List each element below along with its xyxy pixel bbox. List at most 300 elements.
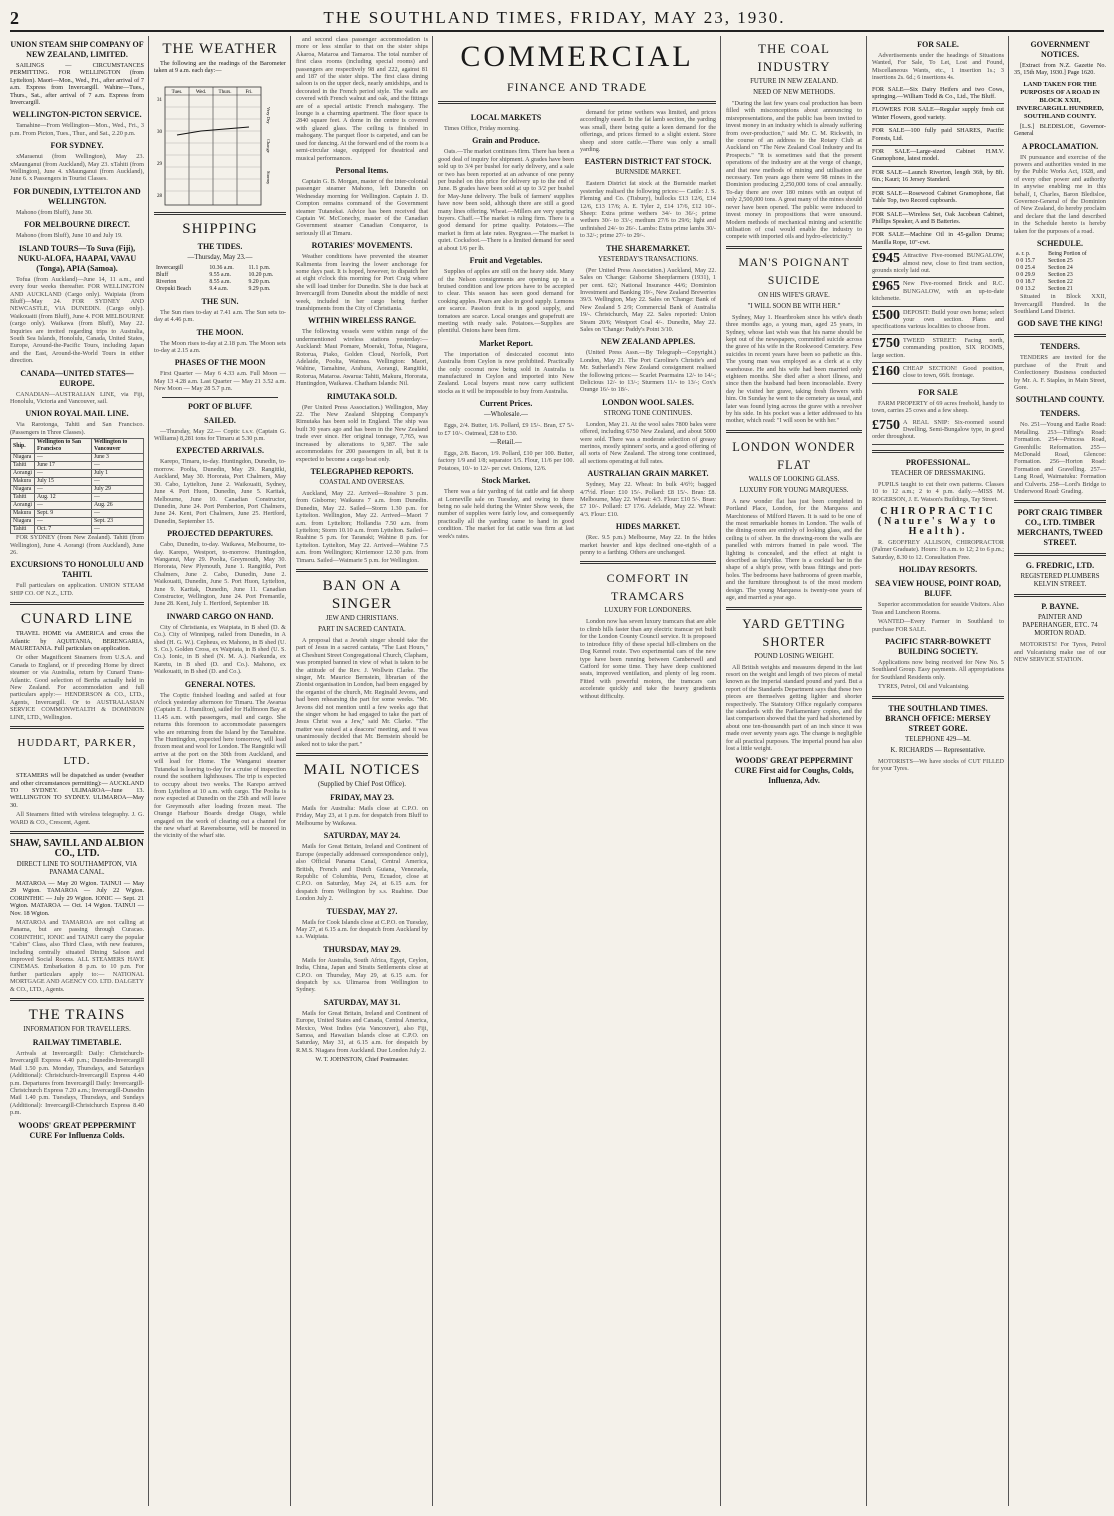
filler-text: First Quarter — May 6 4.33 a.m. Full Moon — May 13 4.28 a.m. Last Quarter — May 21 3.52 a.m. New Moon — May 28 5.7 p.m. xyxy=(154,370,286,393)
finance-heading: FINANCE AND TRADE xyxy=(506,80,648,94)
commercial-heading: COMMERCIAL xyxy=(460,40,694,73)
barometer-side-label: Change xyxy=(266,138,271,153)
tides-heading: THE TIDES. xyxy=(197,241,243,251)
ban-subheading-2: PART IN SACRED CANTATA. xyxy=(318,625,406,633)
sale-ad: FOR SALE—Machine Oil in 45-gallon Drums; Manilla Rope, 10"-cwt. xyxy=(872,229,1004,250)
suicide-quote: "I WILL SOON BE WITH HER." xyxy=(747,302,841,310)
price-ad: £750 A REAL SNIP: Six-roomed sound Dwelling, Semi-Bungalow type, in good order throughout. xyxy=(872,417,1004,445)
table-cell: — xyxy=(35,518,92,526)
huddart-body: STEAMERS will be dispatched as under (weather and other circumstances permitting):— AUCKLAND TO SYDNEY. ULIMAROA—June 13. WELLINGTON TO SYDNEY. ULIMAROA—May 30. xyxy=(10,772,144,809)
barometer-chart xyxy=(154,77,286,207)
filler-text: —Thursday, May 22.— Coptic t.s.v. (Captain G. Williams) 8,281 tons for Timaru at 5.30 p.m. xyxy=(154,427,286,443)
filler-text: Situated in Block XXII, Invercargill Hundred. In the Southland Land District. xyxy=(1014,293,1106,315)
southland-county-heading: SOUTHLAND COUNTY. xyxy=(1015,395,1105,405)
sydney-heading: FOR SYDNEY. xyxy=(50,141,104,151)
filler-text: Oats.—The market continues firm. There has been a good deal of inquiry for shipment. A grades have been sold up to 3/4 per bushel for early delivery, and a sale or two has been reported at an advance of one penny per bushel on this price for delivery up to the end of June. B grades have been sold at up to 3/2 per bushel for May-June delivery. The bulk of farmers' supplies have now been sold, although there are still a good many lines offering. Wheat.—Millers are very sparing buyers. Chaff.—The market is ruling firm. There is a good demand for prime quality. Potatoes.—The market is firm at late rates. Ryegrass.—The market is quiet. Cocksfoot.—There is a limited demand for seed at about 1/6 per lb. xyxy=(438,148,574,252)
tide-cell: 10.20 p.m. xyxy=(248,271,274,278)
filler-text: The Sun rises to-day at 7.41 a.m. The Sun sets to-day at 4.46 p.m. xyxy=(154,308,286,324)
retail-heading: —Retail.— xyxy=(490,439,522,446)
nz-apples-heading: NEW ZEALAND APPLES. xyxy=(600,337,696,347)
price-figure: £500 xyxy=(872,307,900,323)
sailing-table-body xyxy=(11,454,144,534)
column-news xyxy=(296,36,428,1508)
representative: K. RICHARDS — Representative. xyxy=(890,746,986,754)
inward-heading: INWARD CARGO ON HAND. xyxy=(166,611,274,621)
weather-intro: The following are the readings of the Barometer taken at 9 a.m. each day:— xyxy=(154,60,286,75)
expected-heading: EXPECTED ARRIVALS. xyxy=(176,446,264,456)
table-row xyxy=(11,454,144,462)
price-ad: £160 CHEAP SECTION! Good position, close to town, 66ft. frontage. xyxy=(872,363,1004,384)
filler-text: Applications now being received for New No. 5 Southland Group. Easy payments. All appropriations for Southland Residents only. xyxy=(872,658,1004,681)
filler-text: Advertisements under the headings of Situations Wanted, For Sale, To Let, Lost and Found, Miscellaneous Wants, etc., 1 insertion 1s.; 3 insertions 2s. 6d.; 6 insertions 4s. xyxy=(872,52,1004,82)
filler-text: (Per United Press Association.) Auckland, May 22. Sales on 'Change: Gisborne Sheepfarmers (1931), 1 per cent. 62/; National Insurance 44/6; Dominion Investment and Banking 19/-, New Zealand Breweries 39/3. Wellington, May 22. Sales on 'Change: Bank of New Zealand 5 2/9; Commercial Bank of Australia 19/-. Christchurch, May 22. Sales reported: Union Steam 20/6; Westport Coal 4/-. Dunedin, May 22. Sales on 'Change: Paddy's Point 3/10. xyxy=(580,266,716,333)
schedule-cell: a. r. p. xyxy=(1016,251,1031,258)
union-royal-heading: UNION ROYAL MAIL LINE. xyxy=(25,409,129,419)
price-figure: £750 xyxy=(872,335,900,351)
pacific-heading: PACIFIC STARR-BOWKETT BUILDING SOCIETY. xyxy=(885,636,991,656)
coastal-subheading: COASTAL AND OVERSEAS. xyxy=(319,478,405,486)
filler-text: There was a fair yarding of fat cattle and fat sheep at Lorneville sale on Tuesday, and owing to there being no sale held during the Winter Show week, the number of supplies were fairly low, and consequently practically all the yarding came to hand in good condition. The market for fat cattle was firm at last week's rates. xyxy=(438,488,574,540)
island-heading: ISLAND TOURS—To Suva (Fiji), NUKU-ALOFA, HAAPAI, VAVAU (Tonga), APIA (Samoa). xyxy=(17,243,137,273)
table-cell: Makura xyxy=(11,478,35,486)
table-cell: Sept. 9 xyxy=(35,510,92,518)
port-craig: PORT CRAIG TIMBER CO., LTD. TIMBER MERCHANTS, TWEED STREET. xyxy=(1017,508,1103,548)
filler-text: Sydney, May 22. Wheat: In bulk 4/6½; bagged 4/7½d. Flour: £10 15/-. Pollard: £8 15/-. Bran: £8. Melbourne, May 22. Wheat: 4/3. Flour: £10 5/-. Bran: £7 10/-. Pollard: £7 17/6. Adelaide, May 22. Wheat: 4/3. Flour: £10. xyxy=(580,481,716,518)
schedule-table-body xyxy=(1014,251,1106,293)
filler-text: Tamahine—From Wellington—Mon., Wed., Fri., 3 p.m. From Picton, Tues., Thur., and Sat., 2.20 p.m. xyxy=(10,122,144,137)
picton-heading: WELLINGTON-PICTON SERVICE. xyxy=(12,110,142,120)
coal-subheading: FUTURE IN NEW ZEALAND. xyxy=(750,78,838,85)
projected-heading: PROJECTED DEPARTURES. xyxy=(167,529,273,539)
schedule-row xyxy=(1014,265,1106,272)
barometer-side-label: Stormy xyxy=(266,170,271,185)
sun-heading: THE SUN. xyxy=(201,296,239,306)
column-rule xyxy=(1008,36,1009,1506)
schedule-cell: Being Portion of xyxy=(1048,251,1087,258)
column-features xyxy=(726,36,862,1508)
aust-grain-heading: AUSTRALIAN GRAIN MARKET. xyxy=(587,469,709,479)
tyres-ad: TYRES, Petrol, Oil and Vulcanising. xyxy=(878,683,970,691)
table-cell: — xyxy=(35,502,92,510)
sale-ad: FOR SALE—Launch Riverton, length 36ft, by 8ft. 6in.; Kauri; 16 Jersey Standard. xyxy=(872,167,1004,188)
canada-heading: CANADA—UNITED STATES—EUROPE. xyxy=(20,368,134,388)
trains-subheading: INFORMATION FOR TRAVELLERS. xyxy=(23,1026,131,1034)
sale-ad: FOR SALE—Wireless Set, Oak Jacobean Cabinet, Phillips Speaker, A and B Batteries. xyxy=(872,209,1004,230)
schedule-cell: Section 21 xyxy=(1048,286,1073,293)
schedule-heading: SCHEDULE. xyxy=(1036,239,1083,249)
tide-cell: 9.29 p.m. xyxy=(248,285,271,292)
suicide-heading: MAN'S POIGNANT SUICIDE xyxy=(738,256,850,287)
table-cell: Aug. 12 xyxy=(35,494,92,502)
column-rule xyxy=(432,36,433,1506)
suicide-subheading: ON HIS WIFE'S GRAVE. xyxy=(758,291,830,299)
table-row xyxy=(11,526,144,534)
comfort-heading: COMFORT IN TRAMCARS xyxy=(606,571,690,604)
tides-table-body xyxy=(154,265,286,293)
schedule-cell: Section 25 xyxy=(1048,258,1073,265)
filler-text: A proposal that a Jewish singer should take the part of Jesus in a sacred cantata, "The Last Hours," at Cheshunt Street Congregational Church, Clapham, was prompted banned in view of what is taken to be the attitude of the Rev. J. Wollwin Clarke. The singer, Mr. Maurice Bernstein, librarian of the Zionist organisation in London, had been engaged by the organist of the church, Mr. Reginald Jevons, and had been rehearsing the part for some weeks. "Mr. Jevons did not mention until a few weeks ago that the singer whom he had engaged to take the part of Jesus Christ was a Jew," said Mr. Clarke. "The matter was raised at a deacons' meeting, and it was unanimously decided that Mr. Bernstein should be asked not to take the part." xyxy=(296,636,428,748)
woods-ad: WOODS' GREAT PEPPERMINT CURE For Influenza Colds. xyxy=(18,1120,136,1140)
price-ad: £750 TWEED STREET: Facing north, commanding position, SIX ROOMS, large section. xyxy=(872,335,1004,363)
price-figure: £965 xyxy=(872,279,900,295)
mail-day: THURSDAY, MAY 29. xyxy=(323,944,401,954)
column-commercial xyxy=(438,36,716,1508)
professional-heading: PROFESSIONAL. xyxy=(905,457,971,467)
table-row xyxy=(11,478,144,486)
filler-text: and second class passenger accommodation is more or less similar to that on the sister ships Akaroa, Mataroa and Tamaroa. The total number of first class rooms (including special rooms) and passengers are respectively 98 and 222, against 81 and 187 of the sister ships. The first class dining saloon is on the upper deck, nearly amidships, and is decorated in the French period style. The walls are covered with French walnut and oak, and the fittings are of a special artistic French mahogany. The lounge is a charming apartment. The floor space is 2840 square feet. A dome in the centre is covered with glazed glass. The ceiling is finished in mahogany. The parquet floor is carpeted, and can be used for dancing. At the forward end of the room is a semi-circular stage, equipped for theatrical and musical performances. xyxy=(296,36,428,162)
tide-row xyxy=(154,279,286,286)
column-classifieds xyxy=(872,36,1004,1508)
schedule-row xyxy=(1014,272,1106,279)
filler-text: London, May 21. At the wool sales 7800 bales were offered, including 6750 New Zealand, and about 5000 were sold. There was a moderate selection of greasy merinos, mostly spinners' sorts, and a good offering of all sorts of New Zealand. The strong tone continued, all sections operating at full rates. xyxy=(580,420,716,465)
table-cell: Oct. 7 xyxy=(35,526,92,534)
schedule-cell: Section 23 xyxy=(1048,272,1073,279)
tide-cell: 8.55 a.m. xyxy=(209,278,231,285)
bayne-heading: P. BAYNE. xyxy=(1041,602,1079,612)
table-cell: — xyxy=(91,494,143,502)
personal-heading: Personal Items. xyxy=(335,165,389,175)
shipping-heading: SHIPPING xyxy=(182,220,258,237)
filler-text: IN pursuance and exercise of the powers and authorities vested in me by the Public Works Act, 1928, and of every other power and authority in anywise enabling me in this behalf, I, Charles, Baron Bledisloe, Governor-General of the Dominion of New Zealand, do hereby proclaim and declare that the land described in the Schedule hereto is hereby taken for the purposes of a road. xyxy=(1014,153,1106,235)
mail-subheading: (Supplied by Chief Post Office). xyxy=(317,781,407,789)
telephone: TELEPHONE 429—M. xyxy=(905,735,971,743)
table-row xyxy=(11,470,144,478)
hides-heading: HIDES MARKET. xyxy=(615,522,681,532)
filler-text: Mahono (from Bluff), June 10 and July 19. xyxy=(16,232,123,240)
shaw-ships: MATAROA — May 20 Wgton. TAINUI — May 29 Wgton. TAMAROA — July 22 Wgton. CORINTHIC — July 29 Wgton. IONIC — Sept. 21 Wgton. MATAROA — Oct. 14 Wgton. TAINUI — Nov. 18 Wgton. xyxy=(10,879,144,917)
filler-text: Cabo, Dunedin, to-day. Waikawa, Melbourne, to-day. Karepo, Westport, to-morrow. Huntingdon, Wanganui, May 29. Poolta, Greymouth, May 30. Hororata, New Plymouth, June 1. Rangitiki, Port Chalmers, June 2. Cabo, Dunedin, June 2. Waikouaiti, Dunedin, June 5. Port Huon, Lyttelton, June 9. Karitak, Dunedin, June 11. Canadian Constructor, Wellington, June 24. Port Fremantle, June 28. Kent, July 1. Hertford, September 18. xyxy=(154,541,286,608)
branch-heading: THE SOUTHLAND TIMES. BRANCH OFFICE: MERSEY STREET GORE. xyxy=(885,703,991,733)
barometer-scale: 29 xyxy=(157,161,162,167)
tide-row xyxy=(154,272,286,279)
tides-date: —Thursday, May 23.— xyxy=(187,253,253,261)
weather-day-label: Thurs. xyxy=(218,89,232,95)
tides-table xyxy=(154,265,286,293)
trains-heading: THE TRAINS xyxy=(28,1007,126,1024)
holiday-heading: HOLIDAY RESORTS. xyxy=(898,565,978,575)
sailing-table xyxy=(10,438,144,534)
filler-text: MATAROA and TAMAROA are not calling at Panama, but are passing through Curacao. CORINTHIC, IONIC and TAINUI carry the popular "Cabin" Class, also Third Class, with new features, including centrally situated Dining Saloon and improved Social Rooms. ALL STEAMERS HAVE CINEMAS. Embarkation 8 p.m. to 10 p.m. For further particulars apply to:— NATIONAL MORTGAGE AND AGENCY CO. LTD. DALGETY & CO., LTD., Agents. xyxy=(10,918,144,993)
filler-text: Times Office, Friday morning. xyxy=(444,125,520,132)
tide-cell: 10.36 a.m. xyxy=(209,264,234,271)
filler-text: (Per United Press Association.) Wellington, May 22. The New Zealand Shipping Company's Rimutaka has been sold in England. The ship was built 30 years ago and has been in the New Zealand trade ever since. Her original tonnage, 7,765, was increased by alterations to 9,387. The sale accommodates for 200 passengers in all, but it is expected to become a cargo boat only. xyxy=(296,403,428,463)
column-notices xyxy=(1014,36,1106,1508)
filler-text: Sydney, May 1. Heartbroken since his wife's death three months ago, a young man, aged 25 years, in Sydney, whose last wish was that his name should be kept out of the newspapers, committed suicide across the grave of his wife in the Rookwood Cemetery. Few suicides in recent years have been so pathetic as this. The young man was employed as a clerk at a city warehouse. He and his wife had been married only eighteen months. She died after a short illness, and since then the husband had been inconsolable. Every day he visited her grave, taking fresh flowers with him. On Sunday he went to the cemetery as usual, and later was found lying across the grave with a revolver by his side. In his pocket was a letter addressed to his mother, which read: "I will soon be with her." xyxy=(726,313,862,425)
schedule-cell: 0 0 13.2 xyxy=(1016,286,1035,293)
filler-text: Eggs, 2/4. Butter, 1/6. Pollard, £9 15/-. Bran, £7 5/- to £7 10/-. Oatmeal, £28 to £30. xyxy=(438,422,574,437)
table-header: Ship. xyxy=(11,439,35,454)
column-rule xyxy=(866,36,867,1506)
ban-subheading: JEW AND CHRISTIANS. xyxy=(325,614,399,622)
filler-text: City of Christiania, ex Waipiata, in B shed (D. & Co.). City of Winnipeg, railed from Dunedin, in A shed (H. G. W.). Cepheus, ex Mahono, in B shed (U. S. Co.). Golden Cross, ex Waipiata, in B shed (U. S. Co.). Ionic, in B shed (N. M. A.). Narkunda, ex Karetu, in B shed (D. and Co.). Mahono, ex Waikouaiti, in B shed (D. and Co.). xyxy=(154,623,286,676)
tide-cell: Orepuki Beach xyxy=(156,285,191,292)
table-cell: June 3 xyxy=(91,454,143,462)
commercial-left xyxy=(438,109,574,702)
mail-day: SATURDAY, MAY 31. xyxy=(323,997,401,1007)
telegraph-heading: TELEGRAPHED REPORTS. xyxy=(310,466,414,476)
filler-text: Captain G. B. Morgan, master of the inter-colonial passenger steamer Mahono, left Dunedin on Wednesday morning for Wellington. Captain J. D. Compton remains command of the Government steamer Tutanekai. Advice has been received that Captain W. McConechy, master of the Canadian Government steamer Canadian Conqueror, is seriously ill at Timaru. xyxy=(296,177,428,237)
wonder-heading: LONDON WONDER FLAT xyxy=(732,439,856,472)
huddart-heading: HUDDART, PARKER, LTD. xyxy=(17,737,137,768)
sale-ad: FOR SALE—Six Dairy Heifers and two Cows, springing.—William Todd & Co., Ltd., The Bluff. xyxy=(872,84,1004,105)
column-rule xyxy=(720,36,721,1506)
commercial-columns xyxy=(438,109,716,702)
filler-text: A new wonder flat has just been completed in Portland Place, London, for the Marquess and Marchioness of Milford Haven. It is said to be one of the most remarkable homes in London. The walls of the dining-room are entirely of looking glass, and the ceiling is of silver. In the drawing-room the walls are panelled with mirrors framed in pale wood. The lighting is concealed, and the effect at night is described as fairylike. There is a cocktail bar in the shape of a ship's prow, with brass fittings and port-holes. The bedrooms have bathrooms of green marble, and the furniture throughout is of the most modern design. The young Marquess is twenty-one years of age, and married a year ago. xyxy=(726,497,862,602)
filler-text: demand for prime wethers was limited, and prices accordingly eased. In the fat lamb section, the yarding was small, there being quite a keen demand for the offerings, and prices firmed to a slight extent. Store sheep and store cattle.—There was only a small yarding. xyxy=(580,109,716,154)
price-figure: £160 xyxy=(872,364,900,379)
plumbers: REGISTERED PLUMBERS KELVIN STREET. xyxy=(1020,573,1100,589)
column-rule xyxy=(148,36,149,1506)
woods-ad-2: WOODS' GREAT PEPPERMINT CURE First aid for Coughs, Colds, Influenza, Adv. xyxy=(734,756,854,786)
filler-text: The importation of desiccated coconut into Australia from Ceylon is now prohibited. Practically the only coconut now being sold in Australia is manufactured in Ceylon and imported into New Zealand. Local buyers must now carry sufficient stocks as it will be impossible to buy from Australia. xyxy=(438,350,574,395)
table-cell: Tahiti xyxy=(11,494,35,502)
table-cell: — xyxy=(35,470,92,478)
table-cell: — xyxy=(91,526,143,534)
fruit-heading: Fruit and Vegetables. xyxy=(469,256,543,266)
tide-cell: 9.20 p.m. xyxy=(248,278,271,285)
wanted-ad: WANTED—Every Farmer in Southland to purchase FOR SALE. xyxy=(872,618,1004,633)
schedule-row xyxy=(1014,251,1106,258)
local-markets-heading: LOCAL MARKETS xyxy=(470,113,542,122)
table-cell: — xyxy=(91,478,143,486)
table-cell: Makura xyxy=(11,510,35,518)
stock-market-heading: Stock Market. xyxy=(481,476,531,486)
commercial-right xyxy=(580,109,716,702)
filler-text: Tofua (from Auckland)—June 14, 11 a.m., and every four weeks thereafter. FOR WELLINGTON AND AUCKLAND (Cargo only). Waipiata (from Bluff)—May 24. FOR SYDNEY AND NEWCASTLE, VIA DUNEDIN. (Cargo only). Waikouaiti (from Bluff), June 4. FOR MELBOURNE (cargo only). Waikawa (from Bluff), May 22. Inquiries are invited regarding trips to Australia, South Sea Islands, Honolulu, Canada, United States, Europe, Around-the-Pacific Tours, including Japan and the East, Around-the-World Tours in either direction. xyxy=(10,275,144,365)
schedule-row xyxy=(1014,286,1106,293)
mail-signature: W. T. JOHNSTON, Chief Postmaster. xyxy=(315,1056,409,1064)
filler-text: Weather conditions have prevented the steamer Kalimenta from leaving the lower anchorage for some days past. It is hoped, however, to dispatch her at eight o'clock this morning for Port Craig where she will load timber for Dunedin. She is due back at Invercargill from Dunedin about the middle of next week, included in her cargo being further transhipments from the City of Christiania. xyxy=(296,253,428,312)
shaw-subheading: DIRECT LINE TO SOUTHAMPTON, VIA PANAMA CANAL. xyxy=(16,860,138,876)
table-cell: Tahiti xyxy=(11,462,35,470)
table-cell: July 29 xyxy=(91,486,143,494)
phases-heading: PHASES OF THE MOON xyxy=(174,358,266,368)
table-row xyxy=(11,518,144,526)
filler-text: The following vessels were within range of the undermentioned wireless stations yesterday:— Auckland: Maui Pomare, Moeraki, Tofua, Niagara, Rotorua, Piako, Golden Cloud, Norfolk, Port Adelaide, Poolta, Waimea. Wellington: Maori, Wahine, Tamahine, Arahura, Aorangi, Rangitiki, Rotorua, Mataroa. Awarua: Tahiti, Makura, Hororata, Huntingdon, Waikawa. Chatham Islands: Nil. xyxy=(296,328,428,388)
filler-text: CANADIAN—AUSTRALIAN LINE, via Fiji, Honolulu, Victoria and Vancouver, sail. xyxy=(10,390,144,405)
table-row xyxy=(11,510,144,518)
price-figure: £750 xyxy=(872,417,900,433)
weather-day-label: Tues. xyxy=(171,89,183,95)
filler-text: FOR SYDNEY (from New Zealand). Tahiti (from Wellington), June 4. Aorangi (from Auckland), June 26. xyxy=(10,534,144,556)
coal-subheading-2: NEED OF NEW METHODS. xyxy=(753,89,835,96)
schedule-cell: Section 22 xyxy=(1048,279,1073,286)
govt-heading: GOVERNMENT NOTICES. xyxy=(1030,40,1090,59)
schedule-cell: 0 0 29.9 xyxy=(1016,272,1035,279)
burnside-heading: EASTERN DISTRICT FAT STOCK. xyxy=(584,157,712,167)
filler-text: Via Rarotonga, Tahiti and San Francisco. (Passengers in Three Classes). xyxy=(10,421,144,436)
filler-text: Mails for Great Britain, Ireland and Continent of Europe, United States and Canada, Central America, Mexico, West Indies (via Vancouver), also Fiji, Samoa, and Hawaiian Islands close at C.P.O. on Saturday, May 31, at 6.15 a.m. for despatch by R.M.S. Niagara from Auckland. Due London July 2. xyxy=(296,1009,428,1054)
yard-subheading: POUND LOSING WEIGHT. xyxy=(754,652,834,660)
melbourne-heading: FOR MELBOURNE DIRECT. xyxy=(24,220,130,230)
wool-heading: LONDON WOOL SALES. xyxy=(602,397,694,407)
filler-text: Karepo, Timaru, to-day. Huntingdon, Dunedin, to-morrow. Poolta, Dunedin, May 29. Rangitiki, Auckland, May 30. Hororata, Port Chalmers, May 30. Cabo, Lyttelton, June 2. Waikouaiti, Sydney, June 4. Port Huon, Dunedin, June 5. Karitak, Melbourne, June 10. Canadian Constructor, Dunedin, June 24. Port Pemberton, Port Chalmers, June 24. Kent, Port Chalmers, June 25. Hertford, Dunedin, September 15. xyxy=(154,458,286,525)
table-row xyxy=(11,486,144,494)
table-row xyxy=(11,494,144,502)
filler-text: Mails for Cook Islands close at C.P.O. on Tuesday, May 27, at 6.15 a.m. for despatch from Auckland by s.s. Waipiata. xyxy=(296,918,428,941)
tenders-heading: TENDERS. xyxy=(1040,342,1080,352)
yard-heading: YARD GETTING SHORTER xyxy=(742,616,846,649)
schedule-row xyxy=(1014,258,1106,265)
filler-text: Arrivals at Invercargill: Daily: Christchurch-Invercargill Express 4.40 p.m.; Dunedin-Invercargill Mail 1.50 p.m. Monday, Thursdays, and Saturdays (Additional): Christchurch-Invercargill Express 4.40 p.m. Departures from Invercargill Daily: Invercargill-Christchurch Express 7.20 a.m.; Invercargill-Dunedin Mail 1.40 p.m. Tuesdays, Thursdays, and Sundays (Additional): Invercargill-Christchurch Express 8.40 p.m. xyxy=(10,1050,144,1117)
excursions-heading: EXCURSIONS TO HONOLULU AND TAHITI. xyxy=(10,560,144,580)
moon-heading: THE MOON. xyxy=(196,327,244,337)
filler-text: Superior accommodation for seaside Visitors. Also Teas and Luncheon Rooms. xyxy=(872,601,1004,616)
mail-heading: MAIL NOTICES xyxy=(303,762,421,779)
port-heading: PORT OF BLUFF. xyxy=(187,401,253,411)
union-body: SAILINGS — CIRCUMSTANCES PERMITTING. FOR WELLINGTON (from Lyttelton). Maori—Mon., Wed., Fri., after arrival of 7 a.m. Express from Invercargill. Wahine—Tues., Thurs., Sat., after arrival of 7 a.m. Express from Invercargill. xyxy=(10,62,144,107)
mail-day: SATURDAY, MAY 24. xyxy=(323,831,401,841)
filler-text: PUPILS taught to cut their own patterns. Classes 10 to 12 a.m.; 2 to 4 p.m. daily.—MISS M. ROGERSON, J. E. Watson's Buildings, Tay Street. xyxy=(872,480,1004,503)
masthead xyxy=(10,6,1104,32)
filler-text: Auckland, May 22. Arrived—Rosshire 3 p.m. from Gisborne; Waikaura 7 a.m. from Dunedin. Dunedin, May 22. Sailed—Storm 1.30 p.m. for Lyttelton. Wellington, May 22. Arrived—Maori 7 a.m. from Lyttelton; Hollandia 7.50 a.m. from Lyttelton; Storm 10.10 a.m. from Lyttelton. Sailed—Ruahine 5 p.m. for Taranaki; Wahine 8 p.m. for Lyttelton. Lyttelton, May 22. Arrived—Wahine 7.5 a.m. from Wellington; Kirriemoor 12.30 p.m. from Timaru. Sailed—Waimarie 5 p.m. for Wellington. xyxy=(296,489,428,564)
table-cell: — xyxy=(35,486,92,494)
price-ad: £945 Attractive Five-roomed BUNGALOW, almost new, close to first tram section, grounds nicely laid out. xyxy=(872,250,1004,278)
land-heading: LAND TAKEN FOR THE PURPOSES OF A ROAD IN BLOCK XXII, INVERCARGILL HUNDRED, SOUTHLAND COUNTY. xyxy=(1016,80,1104,120)
weather-day-label: Wed. xyxy=(195,89,207,95)
sharemarket-heading: THE SHAREMARKET. xyxy=(606,243,690,253)
motorists-ad: MOTORISTS—We have stocks of CUT FILLED for your Tyres. xyxy=(872,757,1004,772)
tide-cell: Riverton xyxy=(156,278,177,285)
seaview-heading: SEA VIEW HOUSE, POINT ROAD, BLUFF. xyxy=(875,579,1001,599)
weather-day-label: Fri. xyxy=(245,89,253,95)
wool-subheading: STRONG TONE CONTINUES. xyxy=(603,409,693,417)
weather-heading: THE WEATHER xyxy=(162,41,278,57)
schedule-cell: 0 0 15.7 xyxy=(1016,258,1035,265)
table-header: Wellington to Vancouver xyxy=(91,439,143,454)
chiro-heading: CHIROPRACTIC (Nature's Way to Health). xyxy=(877,506,999,538)
gazette-extract: [Extract from N.Z. Gazette No. 35, 15th May, 1930.] Page 1620. xyxy=(1014,62,1106,77)
table-cell: Niagara xyxy=(11,486,35,494)
barometer-side-label: Very Dry xyxy=(266,106,271,124)
sharemarket-subheading: YESTERDAY'S TRANSACTIONS. xyxy=(598,255,698,263)
column-weather-shipping xyxy=(154,36,286,1508)
page-number: 2 xyxy=(10,7,19,28)
shaw-heading: SHAW, SAVILL AND ALBION CO., LTD. xyxy=(10,837,144,859)
table-row xyxy=(11,462,144,470)
schedule-cell: Section 24 xyxy=(1048,265,1073,272)
union-steam-heading: UNION STEAM SHIP COMPANY OF NEW ZEALAND, LIMITED. xyxy=(10,40,144,59)
tide-row xyxy=(154,265,286,272)
schedule-cell: 0 0 18.7 xyxy=(1016,279,1035,286)
burnside-subheading: BURNSIDE MARKET. xyxy=(615,169,681,177)
barometer-scale: 31 xyxy=(157,97,162,103)
market-report-heading: Market Report. xyxy=(479,338,533,348)
filler-text: Mails for Australia: Mails close at C.P.O. on Friday, May 23, at 1 p.m. for despatch from Bluff to Melbourne by Waikawa. xyxy=(296,805,428,827)
table-cell: Aorangi xyxy=(11,470,35,478)
filler-text: Mahono (from Bluff), June 30. xyxy=(16,208,93,216)
ban-heading: BAN ON A SINGER xyxy=(322,577,402,612)
bledisloe: [L.S.] BLEDISLOE, Governor-General xyxy=(1014,122,1106,138)
farm-heading: FOR SALE xyxy=(918,387,958,397)
price-ad: £500 DEPOSIT: Build your own home; select your own section. Plans and specifications various localities to choose from. xyxy=(872,307,1004,335)
filler-text: Mails for Australia, South Africa, Egypt, Ceylon, India, China, Japan and Straits Settlements close at C.P.O. on Thursday, May 29, at 6.15 a.m. for despatch by s.s. Ulimaroa from Wellington to Sydney. xyxy=(296,956,428,994)
mail-day: TUESDAY, MAY 27. xyxy=(326,906,398,916)
table-row xyxy=(11,502,144,510)
dressmaking-heading: TEACHER OF DRESSMAKING. xyxy=(890,469,986,477)
table-cell: July 1 xyxy=(91,470,143,478)
table-cell: — xyxy=(91,510,143,518)
wonder-subheading: WALLS OF LOOKING GLASS. xyxy=(748,475,840,483)
schedule-table xyxy=(1014,251,1106,293)
filler-text: All British weights and measures depend in the last resort on the weight and length of two pieces of metal known as the imperial standard pound and yard. But a report of the Standards Department says that these two pieces are themselves getting lighter and shorter respectively. The Statutory Office regularly compares the standards with the Parliamentary copies, and the last comparison showed that the yard had shortened by about one ten-thousandth part of an inch since it was made over seventy years ago. The change is negligible for all practical purposes. The imperial pound has also lost a little weight. xyxy=(726,663,862,752)
schedule-cell: 0 0 25.4 xyxy=(1016,265,1035,272)
motorists-ad-2: MOTORISTS! For Tyres, Petrol and Vulcanising make use of our NEW SERVICE STATION. xyxy=(1014,641,1106,664)
filler-text: Full particulars on application. UNION STEAM SHIP CO. OF N.Z., LTD. xyxy=(10,582,144,597)
filler-text: TENDERS are invited for the purchase of the Fruit and Confectionery Business conducted by Mr. A. F. Staples, in Main Street, Gore. xyxy=(1014,354,1106,391)
general-heading: GENERAL NOTES. xyxy=(184,679,256,689)
wonder-subheading-2: LUXURY FOR YOUNG MARQUESS. xyxy=(739,486,849,494)
for-sale-heading: FOR SALE. xyxy=(917,40,959,49)
table-cell: Aorangi xyxy=(11,502,35,510)
table-cell: Sept. 23 xyxy=(91,518,143,526)
filler-text: (United Press Assn.—By Telegraph—Copyright.) London, May 21. The Port Caroline's Christie's and Mr. Sutherland's New Zealand consignment realised the following prices:— Scarlet Pearmains 12/- to 14/-; Delicious 12/- to 13/-; Sturmers 11/- to 13/-; Cox's Orange 16/- to 18/-. xyxy=(580,349,716,394)
barometer-scale: 28 xyxy=(157,193,162,199)
filler-text: (Rec. 9.5 p.m.) Melbourne, May 22. In the hides market heavier and kips declined one-eighth of a penny to a farthing. Others are unchanged. xyxy=(580,534,716,557)
mail-day: FRIDAY, MAY 23. xyxy=(330,793,394,803)
filler-text: R. GEOFFREY ALLISON, CHIROPRACTOR (Palmer Graduate). Hours: 10 a.m. to 12; 2 to 6 p.m.; Saturday, 8.30 to 12. Consultation Free. xyxy=(872,539,1004,561)
sale-ad: FLOWERS FOR SALE—Regular supply fresh cut Winter Flowers, good variety. xyxy=(872,104,1004,125)
rotaries-heading: ROTARIES' MOVEMENTS. xyxy=(311,241,413,251)
filler-text: Mails for Great Britain, Ireland and Continent of Europe (especially addressed correspondence only), also Official Panama Canal, Central America, British, French and Dutch Guiana, Venezuela, Republic of Columbia, Peru, Ecuador, close at C.P.O. on Saturday, May 24, at 6.15 a.m. for despatch from Wellington by s.s. Ruahine. Due London July 2. xyxy=(296,843,428,903)
barometer-grid xyxy=(155,77,285,207)
dunedin-heading: FOR DUNEDIN, LYTTELTON AND WELLINGTON. xyxy=(13,186,141,206)
proclamation-heading: A PROCLAMATION. xyxy=(1021,141,1099,151)
column-shipping-ads xyxy=(10,36,144,1508)
price-ad: £965 New Five-roomed Brick and R.C. BUNGALOW, with an up-to-date kitchenette. xyxy=(872,278,1004,306)
sale-ads-list xyxy=(872,84,1004,251)
sale-ad: FOR SALE—Large-sized Cabinet H.M.V. Gramophone, latest model. xyxy=(872,146,1004,167)
table-cell: — xyxy=(35,454,92,462)
sale-ad: FOR SALE—Rosewood Cabinet Gramophone, flat Table Top, two Record cupboards. xyxy=(872,188,1004,209)
cunard-body: TRAVEL HOME via AMERICA and cross the Atlantic by AQUITANIA, BERENGARIA, MAURETANIA. Full particulars on application. xyxy=(10,630,144,653)
grain-heading: Grain and Produce. xyxy=(472,136,540,146)
tide-row xyxy=(154,286,286,293)
tide-cell: Invercargill xyxy=(156,264,183,271)
table-cell: June 17 xyxy=(35,462,92,470)
table-cell: Aug. 26 xyxy=(91,502,143,510)
filler-text: No. 251—Young and Eadie Road: Metalling. 253—Tiffing's Road: Formation. 254—Princess Road, Greenhills: Reformation. 255—McDonald Road, Glencoe: Formation. 256—Horton Road: Formation and Gravelling. 257—Lang Road, Waimatuku: Formation and Culverts. 258—Lord's Bridge to Underwood Road: Grading. xyxy=(1014,421,1106,495)
filler-text: Eastern District fat stock at the Burnside market yesterday realised the following prices:— Cattle: J. S. Fleming and Co. (Tisbury), bullocks £13 12/6, £14 12/6, £13 17/6; A. E. Tyler 2, £14 17/6, £12 10/-. Sheep: Extra prime wethers 34/- to 36/-; prime wethers 30/- to 33/-; medium 27/6 to 29/6; light and unfinished 24/- to 26/-. Lambs: Extra prime lambs 30/- to 32/-; prime 27/- to 29/-. xyxy=(580,180,716,240)
filler-text: The Coptic finished loading and sailed at four o'clock yesterday afternoon for Timaru. The Awarua (Captain E. J. Hamilton), sailed for Halfmoon Bay at 11.45 a.m. with passengers, mail and cargo. She returns this forenoon to accommodate passengers who are returning from the Island by the Tamahine. The Huntingdon, expected here tomorrow, will load frozen meat and wool for London. The Rangitiki will arrive at the port on the 30th from Auckland, and will load for Home. The Wanganui steamer Tutanekai is leaving to-day for a cruise of inspection round the southern lighthouses. The trip is expected to occupy about two weeks. The Karepo arrived from Lyttelton at 10 a.m. with cargo. The Poolta is now expected at Dunedin on the 25th and will leave for Greymouth after loading frozen meat. The Orange Harbour Boards dredge Otago, while engaged on the work of clearing out a channel for the new wharf at Ravensbourne, will be moored in the vicinity of the wharf site. xyxy=(154,691,286,840)
god-save: GOD SAVE THE KING! xyxy=(1017,319,1103,329)
table-cell: — xyxy=(91,462,143,470)
wholesale-heading: —Wholesale.— xyxy=(484,411,528,419)
filler-text: Or other Magnificent Steamers from U.S.A. and Canada to England, or if preceding Home by direct steamer or via Australia, return by Cunard Trans-Atlantic. Good selection of Berths actually held in New Zealand. For accommodation and full particulars apply:— HENDERSON & CO., LTD., Agents, Invercargill. Or to AUSTRALASIAN SERVICE COMMONWEALTH & DOMINION LINE, LTD., Wellington. xyxy=(10,654,144,721)
sailed-heading: SAILED. xyxy=(204,415,236,425)
filler-text: All Steamers fitted with wireless telegraphy. J. G. WARD & CO., Crescent, Agent. xyxy=(10,811,144,826)
column-rule xyxy=(290,36,291,1506)
painter: PAINTER AND PAPERHANGER, ETC. 74 MORTON ROAD. xyxy=(1022,614,1098,638)
barometer-scale: 30 xyxy=(157,129,162,135)
tide-cell: 11.1 p.m. xyxy=(248,264,271,271)
tide-cell: 9.55 a.m. xyxy=(209,271,231,278)
comfort-subheading: LUXURY FOR LONDONERS. xyxy=(604,607,692,615)
schedule-row xyxy=(1014,279,1106,286)
table-header: Wellington to San Francisco xyxy=(35,439,92,454)
filler-text: The Moon rises to-day at 2.18 p.m. The Moon sets to-day at 2.15 a.m. xyxy=(154,339,286,355)
tide-cell: 9.4 a.m. xyxy=(209,285,229,292)
filler-text: xMaraenui (from Wellington), May 23. xMaunganui (from Auckland), May 23. xTahiti (from Wellington), June 4. xMaunganui (from Auckland), June 6. x Passengers in Tourist Classes. xyxy=(10,153,144,183)
tenders-heading-2: TENDERS. xyxy=(1040,409,1080,419)
price-figure: £945 xyxy=(872,251,900,267)
rimutaka-heading: RIMUTAKA SOLD. xyxy=(326,391,398,401)
railway-heading: RAILWAY TIMETABLE. xyxy=(32,1038,122,1048)
table-cell: Niagara xyxy=(11,454,35,462)
cunard-heading: CUNARD LINE xyxy=(20,611,134,628)
filler-text: FARM PROPERTY of 69 acres freehold, handy to town, carries 25 cows and a few sheep. xyxy=(872,399,1004,415)
filler-text: Supplies of apples are still on the heavy side. Many of the Nelson consignments are opening up in a bruised condition and low prices have to be accepted to clear. This season has seen good demand for cooking apples. Pears are also in good supply. Lemons are scarce. Passion fruit is in good supply, and tomatoes are scarce. Local oranges and grapefruit are meeting with ready sale. Potatoes.—Supplies are plentiful. Onions have been firm. xyxy=(438,268,574,335)
